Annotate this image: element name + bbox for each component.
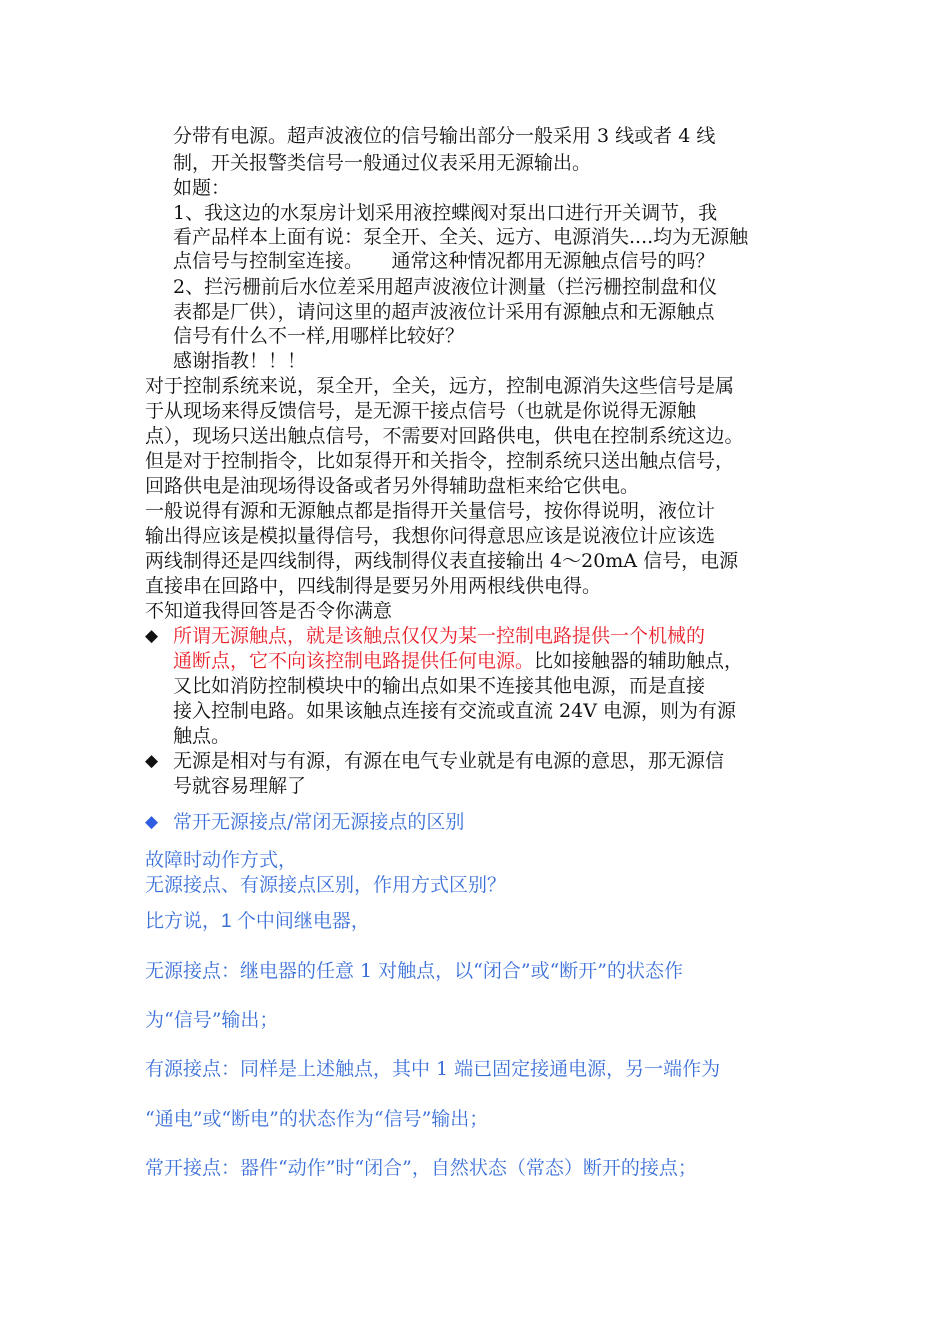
intro-line: 分带有电源。超声波液位的信号输出部分一般采用 3 线或者 4 线 [173,125,716,147]
answer-line: 对于控制系统来说，泵全开，全关，远方，控制电源消失这些信号是属 [145,375,735,397]
bullet-diamond-icon: ◆ [145,626,159,646]
answer-line: 回路供电是油现场得设备或者另外得辅助盘柜来给它供电。 [145,475,640,497]
bullet1-line: 触点。 [173,725,231,747]
bullet1-line: 接入控制电路。如果该触点连接有交流或直流 24V 电源，则为有源 [173,700,736,722]
intro-line: 制，开关报警类信号一般通过仪表采用无源输出。 [173,152,592,174]
answer-line: 两线制得还是四线制得，两线制得仪表直接输出 4～20mA 信号，电源 [145,550,739,572]
blue-paragraph: 无源接点：继电器的任意 1 对触点，以“闭合”或“断开”的状态作 [145,960,684,982]
intro-line: 看产品样本上面有说：泵全开、全关、远方、电源消失....均为无源触 [173,226,749,248]
blue-paragraph: 比方说，1 个中间继电器， [145,911,370,932]
blue-paragraph: 为“信号”输出； [145,1009,279,1031]
intro-line: 点信号与控制室连接。 通常这种情况都用无源触点信号的吗？ [173,250,715,272]
intro-line: 感谢指教！！！ [173,350,307,372]
blue-question-line: 无源接点、有源接点区别，作用方式区别？ [145,874,507,896]
blue-paragraph: 有源接点：同样是上述触点，其中 1 端已固定接通电源，另一端作为 [145,1058,721,1080]
intro-line: 表都是厂供），请问这里的超声波液位计采用有源触点和无源触点 [173,301,715,323]
bullet-diamond-icon: ◆ [145,751,159,771]
bullet1-black-part: 比如接触器的辅助触点， [534,650,744,672]
blue-paragraph: 常开接点：器件“动作”时“闭合”，自然状态（常态）断开的接点； [145,1157,697,1179]
intro-line: 1、我这边的水泵房计划采用液控蝶阀对泵出口进行开关调节，我 [173,202,718,224]
bullet1-line: 又比如消防控制模块中的输出点如果不连接其他电源，而是直接 [173,675,706,697]
intro-line: 信号有什么不一样,用哪样比较好？ [173,325,465,347]
answer-line: 输出得应该是模拟量得信号，我想你问得意思应该是说液位计应该选 [145,525,716,547]
intro-line: 如题： [173,177,231,199]
intro-line: 2、拦污栅前后水位差采用超声波液位计测量（拦污栅控制盘和仪 [173,276,718,298]
bullet2-line: 号就容易理解了 [173,775,307,797]
bullet3-heading: 常开无源接点/常闭无源接点的区别 [173,811,465,833]
bullet1-red-part: 通断点，它不向该控制电路提供任何电源。 [173,650,535,672]
answer-line: 不知道我得回答是否令你满意 [145,600,393,622]
answer-line: 直接串在回路中，四线制得是要另外用两根线供电得。 [145,575,602,597]
answer-line: 但是对于控制指令，比如泵得开和关指令，控制系统只送出触点信号， [145,450,735,472]
bullet1-red-line: 所谓无源触点，就是该触点仅仅为某一控制电路提供一个机械的 [173,625,706,647]
answer-line: 点），现场只送出触点信号，不需要对回路供电，供电在控制系统这边。 [145,425,744,447]
answer-line: 一般说得有源和无源触点都是指得开关量信号，按你得说明，液位计 [145,500,716,522]
blue-paragraph: “通电”或“断电”的状态作为“信号”输出； [145,1108,489,1130]
answer-line: 于从现场来得反馈信号，是无源干接点信号（也就是你说得无源触 [145,400,697,422]
bullet-diamond-icon: ◆ [145,812,159,832]
bullet2-line: 无源是相对与有源，有源在电气专业就是有电源的意思，那无源信 [173,750,725,772]
blue-question-line: 故障时动作方式， [145,849,298,871]
bullet1-line2 [173,649,743,673]
